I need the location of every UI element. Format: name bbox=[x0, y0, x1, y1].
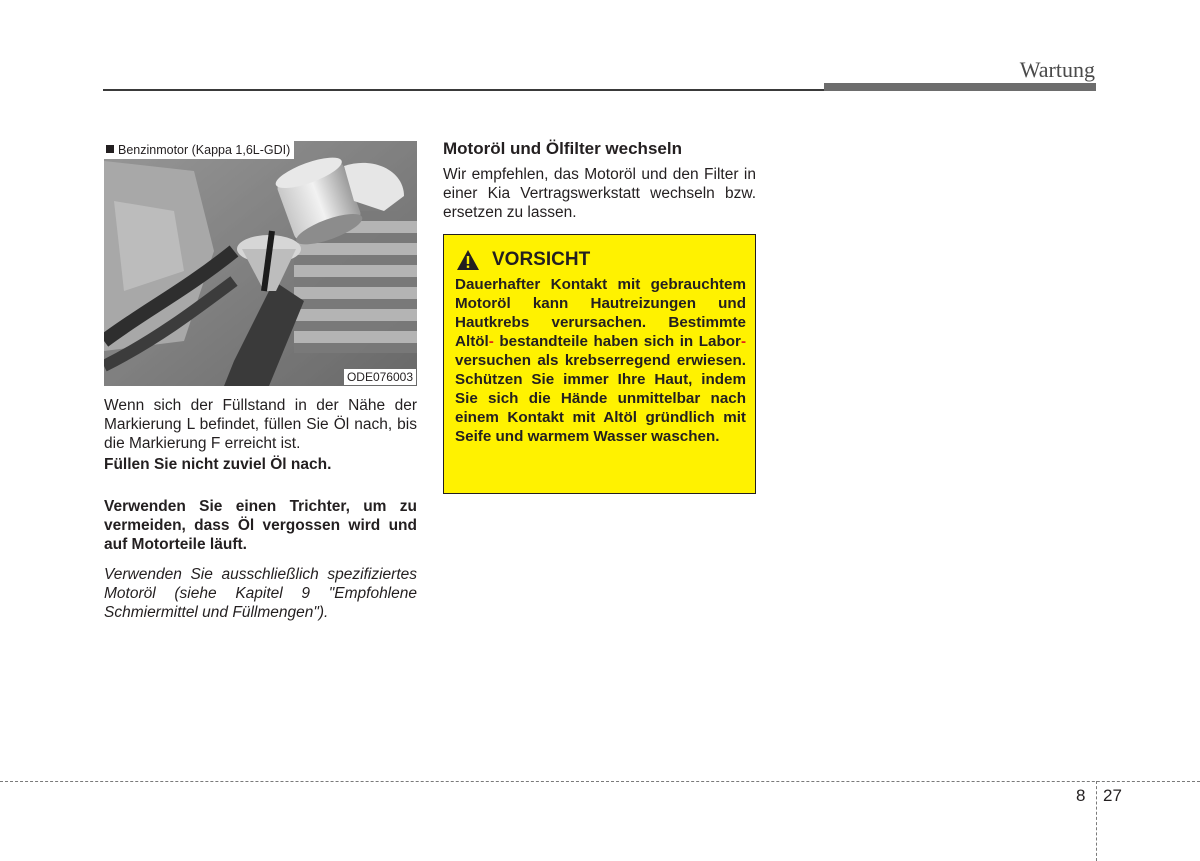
bullet-square-icon bbox=[106, 145, 114, 153]
caution-title: VORSICHT bbox=[492, 249, 591, 270]
figure-caption bbox=[104, 141, 294, 159]
section-heading: Motoröl und Ölfilter wechseln bbox=[443, 139, 682, 158]
figure-caption-text: Benzinmotor (Kappa 1,6L-GDI) bbox=[118, 143, 291, 157]
chapter-number: 8 bbox=[1076, 786, 1086, 805]
figure-code: ODE076003 bbox=[344, 369, 416, 385]
paragraph-funnel: Verwenden Sie einen Trichter, um zu vermeiden, dass Öl vergossen wird und auf Motorteile läuft. bbox=[104, 498, 417, 553]
caution-text-part1: Dauerhafter Kontakt mit gebrauchtem Motoröl kann Hautreizungen und Hautkrebs verursachen. Bestimmte Altöl bbox=[455, 276, 746, 350]
section-title: Wartung bbox=[1019, 57, 1095, 82]
paragraph-no-overfill: Füllen Sie nicht zuviel Öl nach. bbox=[104, 456, 332, 473]
warning-triangle-icon bbox=[456, 249, 480, 271]
paragraph-recommend: Wir empfehlen, das Motoröl und den Filter in einer Kia Vertragswerkstatt wechseln bzw. ersetzen zu lassen. bbox=[443, 166, 756, 221]
caution-box bbox=[443, 234, 756, 494]
caution-text-part3: versuchen als krebserregend erwiesen. Schützen Sie immer Ihre Haut, indem Sie sich die Hände unmittelbar nach einem Kontakt mit Altöl gründlich mit Seife und warmem Wasser waschen. bbox=[455, 352, 746, 445]
engine-figure bbox=[104, 141, 417, 386]
caution-text-part2: bestandteile haben sich in Labor bbox=[499, 333, 741, 350]
footer-rule bbox=[0, 781, 1200, 782]
footer-divider bbox=[1096, 781, 1097, 861]
caution-heading bbox=[456, 249, 590, 271]
paragraph-refill: Wenn sich der Füllstand in der Nähe der Markierung L befindet, füllen Sie Öl nach, bis die Markierung F erreicht ist. bbox=[104, 397, 417, 452]
caution-hyphen: - bbox=[740, 333, 746, 350]
caution-text bbox=[455, 275, 746, 446]
page-number: 27 bbox=[1103, 786, 1122, 805]
header-rule bbox=[103, 89, 825, 91]
paragraph-specified-oil: Verwenden Sie ausschließlich spezifiziertes Motoröl (siehe Kapitel 9 "Empfohlene Schmiermittel und Füllmengen"). bbox=[104, 566, 417, 621]
header-rule-accent bbox=[824, 83, 1096, 91]
engine-oil-photo bbox=[104, 141, 417, 386]
caution-hyphen: - bbox=[488, 333, 494, 350]
